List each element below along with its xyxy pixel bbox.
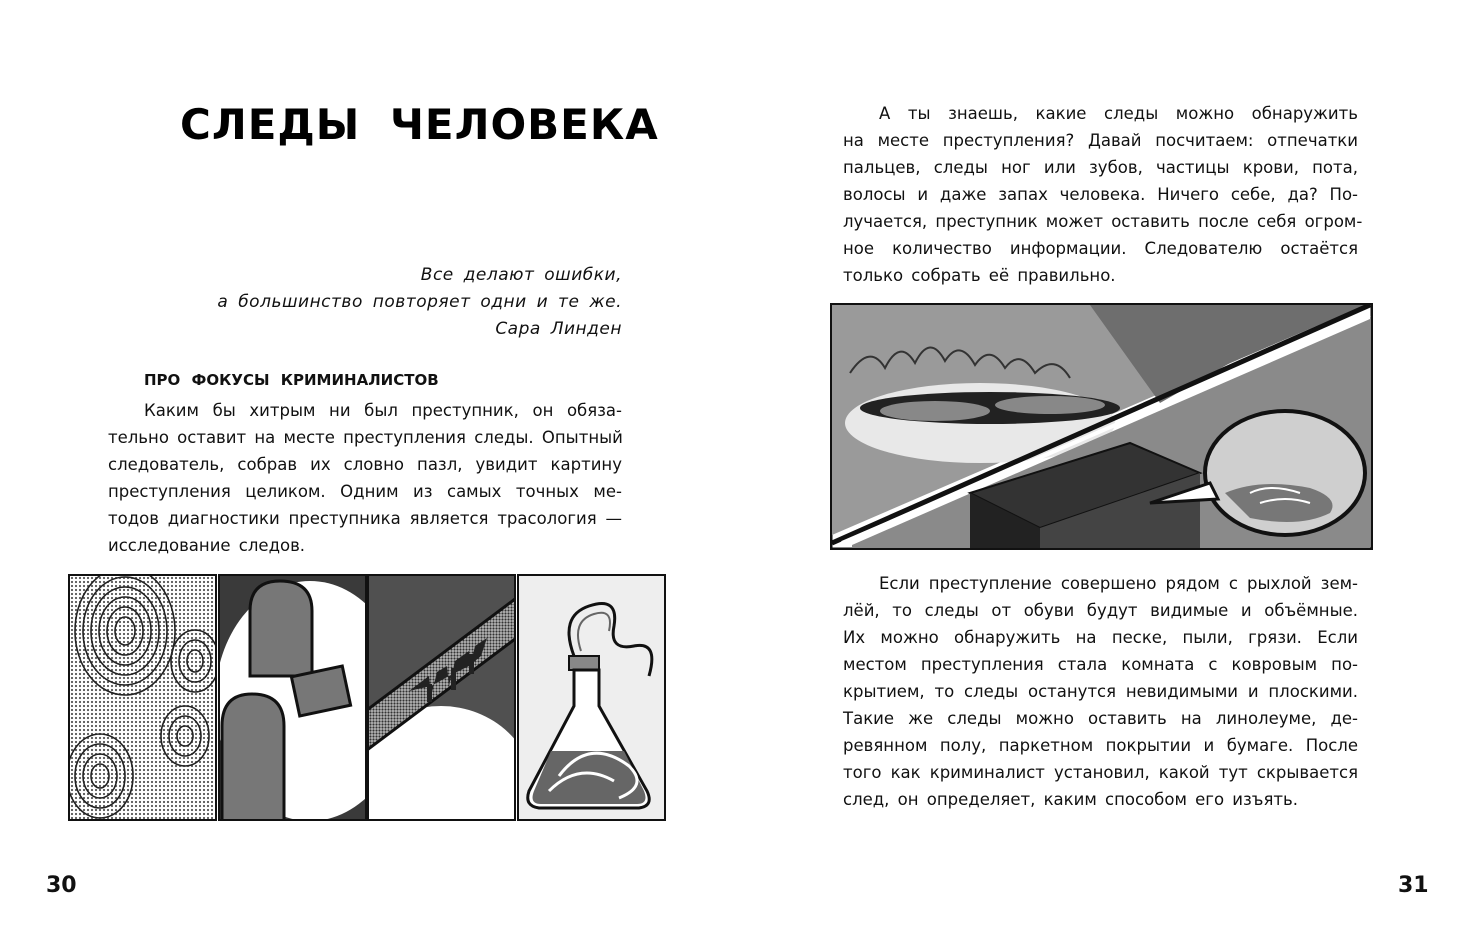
crime-scene-comic-icon (830, 303, 1373, 550)
left-paragraph (108, 397, 622, 559)
blood-stain-icon (367, 574, 516, 821)
text-line: лёй, то следы от обуви будут видимые и объёмные. (843, 601, 1358, 620)
text-line: пальцев, следы ног или зубов, частицы крови, пота, (843, 158, 1358, 177)
right-paragraph-2 (843, 570, 1358, 813)
page-title: СЛЕДЫ ЧЕЛОВЕКА (180, 100, 659, 149)
section-heading: ПРО ФОКУСЫ КРИМИНАЛИСТОВ (144, 371, 439, 389)
text-line: ное количество информации. Следователю остаётся (843, 239, 1358, 258)
text-line: тельно оставит на месте преступления следы. Опытный (108, 428, 623, 447)
text-line: крытием, то следы останутся невидимыми и плоскими. (843, 682, 1358, 701)
text-line: волосы и даже запах человека. Ничего себе, да? По- (843, 185, 1358, 204)
text-line: А ты знаешь, какие следы можно обнаружить (879, 104, 1358, 123)
text-line: того как криминалист установил, какой тут скрывается (843, 763, 1358, 782)
page-number-left: 30 (46, 873, 77, 898)
text-line: Если преступление совершено рядом с рыхлой зем- (879, 574, 1358, 593)
page-number-right: 31 (1398, 873, 1429, 898)
text-line: Такие же следы можно оставить на линолеуме, де- (843, 709, 1358, 728)
epigraph-author: Сара Линден (495, 319, 622, 339)
text-line: следователь, собрав их словно пазл, увидит картину (108, 455, 622, 474)
text-line: исследование следов. (108, 536, 306, 555)
text-line: на месте преступления? Давай посчитаем: отпечатки (843, 131, 1358, 150)
text-line: лучается, преступник может оставить после себя огром- (843, 212, 1363, 231)
text-line: Их можно обнаружить на песке, пыли, грязи. Если (843, 628, 1358, 647)
flask-icon (517, 574, 666, 821)
text-line: только собрать её правильно. (843, 266, 1116, 285)
right-paragraph-1 (843, 100, 1363, 289)
text-line: местом преступления стала комната с ковровым по- (843, 655, 1358, 674)
text-line: тодов диагностики преступника является трасология — (108, 509, 622, 528)
footprint-icon (218, 574, 367, 821)
text-line: преступления целиком. Одним из самых точных ме- (108, 482, 622, 501)
text-line: след, он определяет, каким способом его изъять. (843, 790, 1298, 809)
text-line: ревянном полу, паркетном покрытии и бумаге. После (843, 736, 1358, 755)
fingerprint-icon (68, 574, 217, 821)
epigraph (152, 262, 622, 343)
text-line: Каким бы хитрым ни был преступник, он обяза- (144, 401, 622, 420)
epigraph-line: а большинство повторяет одни и те же. (217, 292, 622, 312)
illustration-strip (68, 574, 664, 819)
epigraph-line: Все делают ошибки, (420, 265, 622, 285)
